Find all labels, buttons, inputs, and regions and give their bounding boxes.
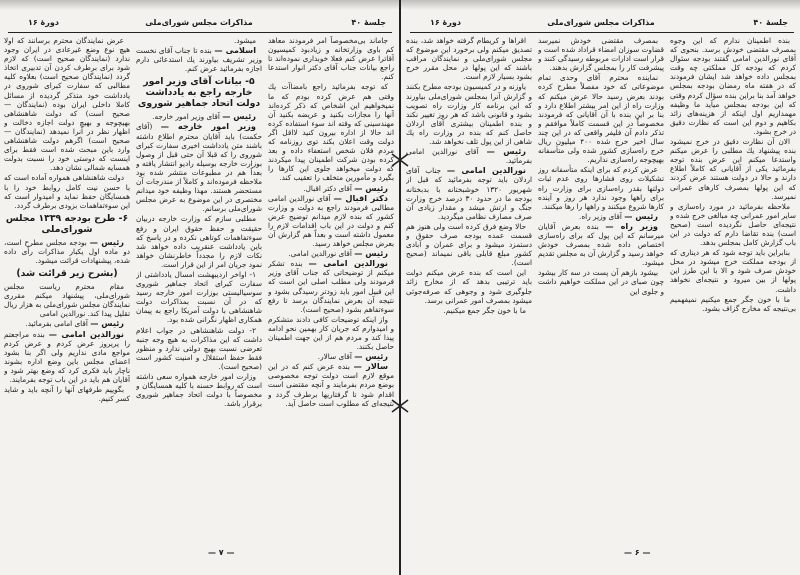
speaker-name: رئیس — bbox=[354, 248, 388, 259]
paragraph-text: یاوزنه و در كمیسیون بودجه مطرح بكنند و گزارش آنرا بمجلس شورای‌ملی بیاورند كه این برنامه كار وزارت راه تصویب بشود و قانونی باشد كه هر روز تغییر نكند و بنده اطمینان بیشتری آقای اردلان حاصل كنم كه بنده در وزارت راه یك شاهی از این پول تلف نخواهد شد. bbox=[406, 82, 532, 147]
paragraph-text: بنده اطمینان ندارم كه این وجوه بمصرف مقتضی خودش برسد. بنحوی كه آقای نورالدین امامی گفتند بودجه سئوال كردم كه بودجه كل مملكتی چه وقت بمجلس داده خواهد شد ایشان فرمودند كه در هفته ماه رمضان بودجه بمجلس خواهد آمد بنا براین بنده سؤال كردم وقتی كه این بودجه بمجلس میآید ما وظیفه مهمداریم اول اینكه از هزینه‌های زائد بكاهیم و دوم این است كه نظارت دقیق در خرج بشود. bbox=[670, 36, 796, 136]
paragraph bbox=[670, 295, 796, 313]
speaker-name: رئیس — bbox=[89, 236, 125, 247]
paragraph-text: مقام محترم ریاست مجلس شورای‌ملی، پیشنهاد میكنم مقرری نمایندگان مجلس شورای‌ملی به هزار ریال تقلیل پیدا كند. نورالدین امامی bbox=[4, 282, 130, 319]
section-heading: ۵- بیانات آقای وزیر امور خارجه راجع به یادداشت دولت اتحاد جماهیر شوروی bbox=[137, 76, 261, 110]
section-heading: (بشرح زیر قرائت شد) bbox=[16, 268, 118, 280]
paragraph-text: عرض نمایندگان محترم برسانند كه اولا هیچ نوع وضع غیرعادی در ایران وجود ندارد (نمایندگان صحیح است) كه لازم شود برای برطرف كردن آن تدبیری اتخاذ گردد (نمایندگان صحیح است) بعلاوه كلیه مطالبی كه سفارت كبرای شوروی در یادداشت خود متذكر گردیده از مسائل كاملا داخلی ایران بوده (نمایندگان — صحیح است) كه دولت شاهنشاهی بهیچوجه و بهیچ دولت اجازه دخالت و اظهار نظر در آنرا نمیدهد (نمایندگان — صحیح است) اگرهم دولت شاهنشاهی وارد باین مبحث شده است فقط برای اینست كه دوستی خود را نسبت بدولت همسایه شمالی نشان دهد. bbox=[4, 36, 130, 173]
paragraph-text: آقای نورالدین امامی. bbox=[288, 249, 352, 259]
speaker-name: نورالدین امامی — bbox=[48, 328, 125, 339]
text-column bbox=[406, 36, 532, 538]
speaker-name: سالار — bbox=[353, 361, 388, 372]
paragraph bbox=[406, 306, 532, 315]
paragraph bbox=[538, 165, 664, 210]
speaker-name: رئیس — bbox=[354, 351, 388, 362]
paragraph bbox=[4, 385, 130, 403]
paragraph bbox=[670, 36, 796, 136]
paragraph-text: مطلبی سازم كه وزارت خارجه دربیان حقیقت و حفظ حقوق ایران و رفع سوءتفاهمات كوتاهی نكرده و در پاسخ كه باین یادداشت عنقریب داده خواهد شد نكات لازم را مجدداً خاطرنشان خواهد نمود جریان امر از این قرار است. bbox=[136, 214, 262, 269]
speaker-paragraph bbox=[268, 352, 394, 361]
paragraph-text: بنده مراجعتم را پریروز عرض كردم و عرض كردم مواجع مادی نداریم ولی اگر بنا بشود اعضای مجلس باین وضع اداره بشوند ناچار باید فكری كرد كه وضع بهتر شود و آقایان هم باید در این باب توجه بفرمایند. bbox=[4, 329, 130, 384]
speaker-name: وزیر راه — bbox=[605, 220, 658, 231]
paragraph bbox=[4, 282, 130, 318]
paragraph bbox=[538, 73, 664, 164]
speaker-paragraph bbox=[4, 319, 130, 328]
paragraph-text: حالا وضع فرق كرده است ولی هنوز هم قسمت عمده بودجه صرف حقوق و دستمزد میشود و برای عمران و آبادی كشور مبلغ قابلی باقی نمیماند (صحیح است). bbox=[406, 221, 532, 268]
paragraph bbox=[670, 137, 796, 201]
paragraph-text: كه توجه بفرمائید راجع بامضاآت یك وقتی هم عرض كرده بودم كه ما نمیخواهیم این اشخاص كه ذكر كرده‌اند آنها را مجازات بكنید و عریضه بكنید آن مهندسینی كه وقته اند سوء استفاده كرده اند حالا از اداره بیرون كنید لااقل اگر دولت وقت اعلان بكند توی روزنامه كه مردم فلان شخص استعفاء داده و بعد كرده بودن شركت اطمینان پیدا میكردند كه دولت میخواهد جلوی این كارها را بگیرد و مأمورین متخلف را تعقیب كند. bbox=[268, 82, 394, 183]
paragraph-text: جناب آقای اردلان باید توجه بفرمائید كه قبل از شهریور ۱۳۲۰ خوشبختانه با بدبختانه بودجه ما در حدود ۳۰ درصد خرج وزارت جنگ و ارتش میشد و مقدار زیادی آن صرف مصارف نظامی میگردید. bbox=[406, 166, 532, 221]
speaker-paragraph bbox=[4, 330, 130, 385]
paragraph-text: ملاحظه بفرمائید در مورد راه‌سازی و سایر امور عمرانی چه مبالغی خرج شده و نتیجه‌ای حاصل نگردیده است (صحیح است) بنده تقاضا دارم كه دولت در این باب گزارش كامل بمجلس بدهد. bbox=[670, 201, 796, 248]
section-heading: ۶- طرح بودجه ۱۳۳۹ مجلس شورای‌ملی bbox=[5, 212, 129, 235]
paragraph bbox=[406, 82, 532, 146]
paragraph-text: بودجه مجلس مطرح است، دو ماده اول یكبار مذاكرات رأی داده شده، پیشنهادات قرائت میشود. bbox=[4, 237, 130, 265]
text-column bbox=[538, 36, 664, 538]
paragraph bbox=[406, 36, 532, 81]
paragraph-text: آقای سالار. bbox=[317, 352, 352, 362]
paragraph-text: ما با خون جگر جمع میكنیم. bbox=[443, 305, 526, 315]
paragraph-text: الان آن نظارت دقیق در خرج نمیشود بنده پیشنهاد یك مطلبی را عرض میكنم واستدعا میكنم این عرض بنده توجه بفرمائید یكی از آقایانی كه كاملاً اطلاع دارند و حالا در دولت هستند عرض كردند كه این پولها بمصرف كارهای عمرانی نمیرسد. bbox=[670, 137, 796, 201]
speaker-name: اسلامی — bbox=[214, 45, 257, 56]
speaker-name: رئیس — bbox=[624, 210, 658, 221]
speaker-paragraph bbox=[538, 222, 664, 267]
paragraph-text: واز اینكه توضیحات كافی دادند متشكرم و امیدوارم كه جریان كار بهمین نحو ادامه پیدا كند و مردم هم از این جهت اطمینان حاصل بكنند. bbox=[268, 314, 394, 352]
speaker-paragraph bbox=[136, 46, 262, 73]
right-page bbox=[402, 0, 800, 575]
speaker-paragraph bbox=[406, 166, 532, 221]
speaker-paragraph bbox=[406, 147, 532, 165]
speaker-name: رئیس — bbox=[486, 146, 526, 157]
paragraph-text: آقای دكتر اقبال. bbox=[303, 183, 352, 193]
paragraph-text: (آقای حكمت) باید آقایان محترم اطلاع داشته باشند متن یادداشت اخیری سفارت كبرای شوروی را كه قبلا آن حتی قبل از وصول بوزارت خارجه بوسیله رادیو انتشار یافته و بعداً هم در مطبوعات منتشر شده بود ملاحظه فرموده‌اند و كاملاً از مندرجات آن مستحضر هستند. مهذا وظیفه خود میدانم مختصری در این موضوع به عرض مجلس شورای‌ملی برسانم. bbox=[136, 122, 262, 214]
speaker-name: وزیر امور خارجه — bbox=[160, 121, 256, 132]
speaker-name: رئیس — bbox=[90, 318, 124, 329]
speaker-paragraph bbox=[268, 362, 394, 407]
paragraph-text: نماینده محترم آقای وحدی تمام موضوعاتی كه خود مفصلاً مطرح كرده بودند بعرض رسید حالا عرض میكنم كه وزارت راه از این امر بیشتر اطلاع دارد و بنا بر این بنده با آن آقایانی كه فرمودند مخصوصاً در این قسمت كاملاً موافقم و تذكر دادم آن فلیفر واقعی كه در این چند سال اخیر خرج شده ۴۰۰ میلیون ریال خرج راه‌سازی كشور شده ولی متأسفانه بهیچوجه راه‌سازی نداریم. bbox=[538, 73, 664, 165]
speaker-paragraph bbox=[136, 112, 262, 121]
paragraph-text: عرض كردم كه برای اینكه متأسفانه روز تشكیلات روی فشارها روی عدم ثبات دولتها بقدر راه‌سازی برای وزارت راه برای راهها وجود ندارد هر روز و آینده كارها شروع میكنند و راهها را رها میكنند. bbox=[538, 165, 664, 211]
paragraph bbox=[136, 372, 262, 408]
paragraph bbox=[136, 214, 262, 269]
paragraph-text: جاماند بی‌مخصوصاً امر فرمودند معاهد كم باوی وزارتخانه و زیادبود كمیسیون آقاترا عرض كنم فعلا خوبداری نموده‌اند تا راجع بیانات جناب آقای دكتر انوار استدعا كنم. bbox=[268, 36, 394, 82]
paragraph-text: بنده تشكر میكنم از توضیحاتی كه جناب آقای وزیر فرمودند ولی مطلب اصلی این است كه این قبیل امور باید زودتر رسیدگی بشود و نتیجه آن بعرض نمایندگان برسد تا رفع سوءتفاهم بشود (صحیح است). bbox=[268, 259, 394, 314]
publication-title: مذاکرات مجلس شورای‌ملی bbox=[547, 18, 655, 27]
paragraph bbox=[268, 315, 394, 351]
session-number: جلسهٔ ۴۰ bbox=[753, 18, 788, 27]
text-column bbox=[670, 36, 796, 538]
page-header bbox=[8, 18, 390, 30]
header-rule bbox=[8, 32, 392, 33]
paragraph bbox=[136, 36, 262, 45]
page-number: — ۶ — bbox=[624, 548, 651, 557]
paragraph-text: بنده تا جناب آقای نخست وزیر تشریف بیاورند یك استدعائی دارم اجازه بفرمائید عرض كنم. bbox=[136, 46, 262, 74]
publication-title: مذاکرات مجلس شورای‌ملی bbox=[145, 18, 253, 27]
paragraph bbox=[4, 173, 130, 209]
paragraph bbox=[4, 36, 130, 172]
speaker-name: نورالدین امامی — bbox=[446, 165, 527, 176]
paragraph-text: آقای وزیر راه. bbox=[579, 211, 622, 221]
paragraph bbox=[670, 248, 796, 293]
term-number: دورهٔ ۱۶ bbox=[28, 18, 59, 27]
speaker-name: دكتر اقبال — bbox=[333, 192, 388, 203]
speaker-paragraph bbox=[268, 184, 394, 193]
paragraph-text: آقای امامی بفرمائید. bbox=[25, 319, 88, 329]
speaker-paragraph bbox=[4, 238, 130, 265]
paragraph bbox=[670, 202, 796, 247]
paragraph-text: ما با خون جگر جمع میكنیم نمیفهمیم بی‌نتیجه كه مخارج گزاف بشود. bbox=[670, 294, 796, 313]
paragraph bbox=[268, 82, 394, 182]
page-number: — ۷ — bbox=[208, 548, 235, 557]
text-column bbox=[4, 36, 130, 538]
paragraph-text: ۱- اواخر اردیبهشت امسال یادداشتی از سفارت كبرای اتحاد جماهیر شوروی سوسیالیستی بوزارت امور خارجه رسید كه در آن نسبت بمذاكرات دولت شاهنشاهی با دولت آمریكا راجع به پیمان همكاری اظهار نگرانی شده بود. bbox=[136, 269, 262, 325]
term-number: دورهٔ ۱۶ bbox=[430, 18, 461, 27]
paragraph bbox=[268, 36, 394, 81]
paragraph-text: آقای وزیر امور خارجه. bbox=[152, 112, 220, 122]
speaker-name: رئیس — bbox=[222, 111, 256, 122]
paragraph-text: بنده عرض كنم كه در این موقع لازم است دولت توجه مخصوصی بوضع مردم بفرمایند و آنچه مقتضی است اقدام شود تا گرفتاریها برطرف گردد و نتیجه‌ای كه مطلوب است حاصل آید. bbox=[268, 362, 394, 408]
paragraph-text: میشود. bbox=[234, 36, 256, 45]
paragraph-text: ۲- دولت شاهنشاهی در جواب اعلام داشت كه این مذاكرات به هیچ وجه جنبه تعرضی نسبت بهیچ دولتی ندارد و منظور فقط حفظ استقلال و امنیت كشور است (صحیح است). bbox=[136, 325, 262, 371]
paragraph-text: بنده بعرض آقایان میرسانم كه این پول كه برای راه‌سازی اختصاص داده شده بمصرف خودش خواهد رسید و گزارش آن به مجلس تقدیم میشود. bbox=[538, 221, 664, 268]
speaker-name: رئیس — bbox=[354, 182, 388, 193]
paragraph bbox=[136, 326, 262, 371]
paragraph-text: آقای نورالدین امامی مطالبی فرمودند راجع به دولت و وزارت كشور كه بنده لازم میدانم توضیح عرض كنم و دولت در این باب اقدامات لازم را معمول داشته است و بعداً هم گزارش آن بعرض مجلس خواهد رسید. bbox=[268, 193, 394, 249]
session-number: جلسهٔ ۴۰ bbox=[351, 18, 386, 27]
paragraph-text: بگوییم طرفهای آنها را آنچه باید و شاید كسر كنیم. bbox=[4, 385, 130, 404]
paragraph-text: دولت شاهنشاهی همواره آماده است كه با حسن نیت كامل روابط خود را با همسایگان حفظ نماید و امیدوار است كه این سوءتفاهمات بزودی برطرف گردد. bbox=[4, 173, 130, 210]
paragraph-text: این است كه بنده عرض میكنم دولت باید ترتیبی بدهد كه از مخارج زائد جلوگیری شود و وجوهی كه صرفه‌جوئی میشود بمصرف امور عمرانی برسد. bbox=[406, 268, 532, 305]
paragraph-text: بمصرف مقتضی خودش نمیرسد قضاوت سوزان امضاء قراداد شده است و قرار است ادارات مربوطه رسیدگی كنند و پیشرفت كار را بمجلس گزارش بدهند. bbox=[538, 36, 664, 73]
page-gutter-divider bbox=[399, 0, 401, 575]
speaker-paragraph bbox=[136, 122, 262, 213]
page-header bbox=[410, 18, 792, 30]
speaker-paragraph bbox=[268, 259, 394, 314]
paragraph-text: آقای نورالدین امامی بفرمائید. bbox=[406, 147, 532, 166]
paragraph bbox=[406, 268, 532, 304]
paragraph bbox=[538, 268, 664, 295]
text-column bbox=[268, 36, 394, 538]
paragraph-text: اقراها و كریطام گرفته خواهد شد، بنده تصدیق میكنم ولی برخورد این موضوع كه مجلس شورای‌ملی و نمایندگان مراقب باشند كه این پولها در محل مقرر خرج بشود بسیار لازم است. bbox=[406, 36, 532, 82]
paragraph bbox=[136, 270, 262, 325]
speaker-paragraph bbox=[538, 212, 664, 221]
speaker-paragraph bbox=[268, 194, 394, 249]
paragraph-text: بنابراین باید توجه شود كه هر دیناری كه از بودجه مملكت خرج میشود در محل خودش صرف شود و الا با این طرز این پولها از بین میرود و نتیجه‌ای نخواهد داشت. bbox=[670, 248, 796, 294]
paragraph-text: وزارت امور خارجه همواره سعی داشته است كه روابط حسنه با كلیه همسایگان و مخصوصاً با دولت اتحاد جماهیر شوروی برقرار باشد. bbox=[136, 372, 262, 409]
paragraph bbox=[538, 36, 664, 72]
header-rule bbox=[410, 32, 794, 33]
speaker-name: نورالدین امامی — bbox=[308, 258, 388, 269]
paragraph bbox=[406, 222, 532, 267]
speaker-paragraph bbox=[268, 249, 394, 258]
text-column bbox=[136, 36, 262, 538]
paragraph-text: بیشود بازهم آن پست در سه كار بیشود چون صبای در این مملكت خواهیم داشت و جلوی این bbox=[538, 268, 664, 296]
left-page bbox=[0, 0, 398, 575]
